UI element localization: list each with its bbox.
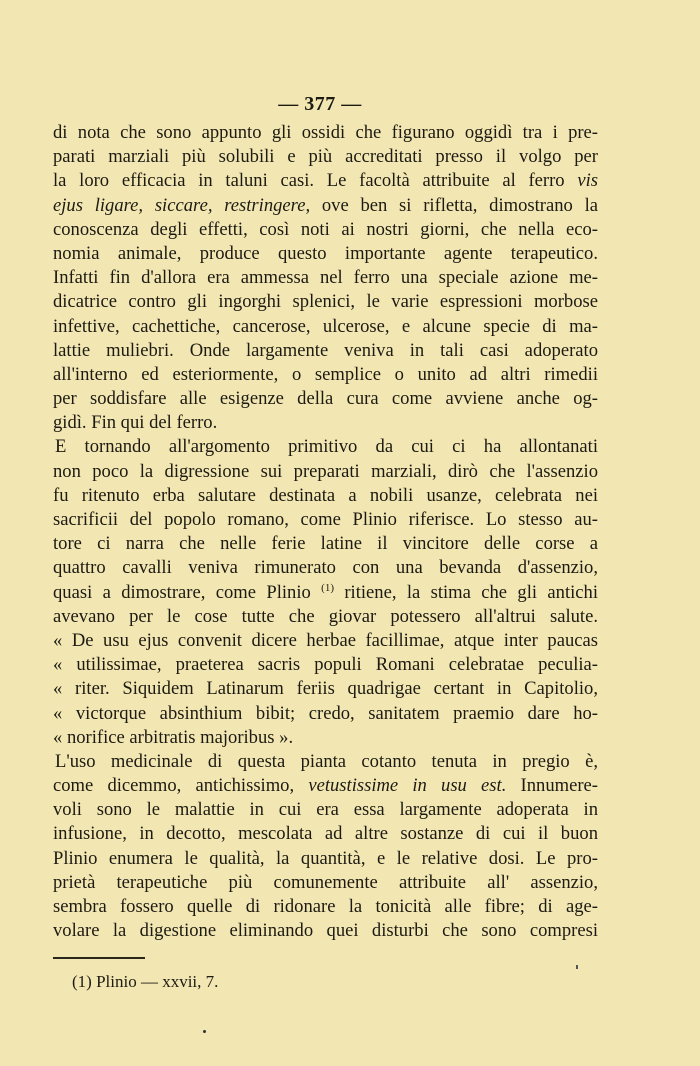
text-line bbox=[53, 484, 598, 508]
text-segment: quasi a dimostrare, come Plinio bbox=[53, 581, 322, 603]
italic-text: ejus ligare, siccare, restringere, bbox=[53, 194, 311, 216]
text-segment: sembra fossero quelle di ridonare la tonicità alle fibre; di age- bbox=[53, 896, 598, 917]
footnote-rule bbox=[53, 957, 145, 959]
text-line bbox=[53, 847, 598, 871]
text-line bbox=[53, 218, 598, 242]
text-line bbox=[53, 774, 598, 798]
text-line bbox=[53, 411, 598, 435]
footnote: (1) Plinio — xxvii, 7. bbox=[72, 972, 219, 991]
text-line bbox=[53, 242, 598, 266]
text-line bbox=[53, 460, 598, 484]
text-line bbox=[53, 702, 598, 726]
text-segment: dicatrice contro gli ingorghi splenici, le varie espressioni morbose bbox=[53, 291, 598, 313]
text-segment: all'interno ed esteriormente, o semplice o unito ad altri rimedii bbox=[53, 363, 598, 385]
rule-mark bbox=[576, 965, 578, 969]
text-line bbox=[53, 532, 598, 556]
text-line bbox=[53, 798, 598, 822]
text-segment: non poco la digressione sui preparati marziali, dirò che l'assenzio bbox=[53, 460, 598, 482]
text-segment: di nota che sono appunto gli ossidi che figurano oggidì tra i pre- bbox=[53, 122, 598, 143]
text-segment: nomia animale, produce questo importante agente terapeutico. bbox=[53, 242, 598, 264]
text-line bbox=[53, 315, 598, 339]
text-line bbox=[53, 266, 598, 290]
text-line bbox=[53, 653, 598, 677]
text-line bbox=[53, 581, 598, 605]
text-line bbox=[53, 919, 598, 943]
text-line bbox=[53, 726, 598, 750]
text-line bbox=[53, 750, 598, 774]
text-line bbox=[53, 387, 598, 411]
stray-dot bbox=[203, 1030, 206, 1033]
text-segment: parati marziali più solubili e più accreditati presso il volgo per bbox=[53, 146, 598, 168]
text-line bbox=[53, 895, 598, 919]
text-segment: quattro cavalli veniva rimunerato con una bevanda d'assenzio, bbox=[53, 557, 598, 579]
text-segment: ove ben si rifletta, dimostrano la bbox=[310, 194, 598, 216]
text-line bbox=[53, 363, 598, 387]
text-line bbox=[53, 121, 598, 145]
text-segment: volare la digestione eliminando quei disturbi che sono compresi bbox=[53, 920, 598, 942]
footnote-ref: (1) bbox=[321, 581, 334, 594]
text-segment: « victorque absinthium bibit; credo, sanitatem praemio dare ho- bbox=[53, 702, 598, 724]
text-segment: infusione, in decotto, mescolata ad altre sostanze di cui il buon bbox=[53, 823, 598, 845]
text-segment: infettive, cachettiche, cancerose, ulcerose, e alcune specie di ma- bbox=[53, 315, 598, 337]
text-line bbox=[53, 435, 598, 459]
text-segment: « De usu ejus convenit dicere herbae facillimae, atque inter paucas bbox=[53, 629, 598, 651]
text-line bbox=[53, 339, 598, 363]
text-line bbox=[53, 556, 598, 580]
italic-text: vetustissime in usu est. bbox=[308, 775, 507, 797]
text-segment: conoscenza degli effetti, così noti ai nostri giorni, che nella eco- bbox=[53, 218, 598, 240]
text-line bbox=[53, 169, 598, 193]
text-segment: sacrificii del popolo romano, come Plinio riferisce. Lo stesso au- bbox=[53, 509, 598, 530]
text-segment: « utilissimae, praeterea sacris populi Romani celebratae peculia- bbox=[53, 654, 598, 676]
text-segment: la loro efficacia in taluni casi. Le facoltà attribuite al ferro bbox=[53, 170, 578, 192]
text-segment: « norifice arbitratis majoribus ». bbox=[53, 726, 294, 748]
text-segment: voli sono le malattie in cui era essa largamente adoperata in bbox=[53, 799, 598, 821]
text-line bbox=[53, 145, 598, 169]
text-segment: ritiene, la stima che gli antichi bbox=[333, 581, 598, 603]
text-segment: L'uso medicinale di questa pianta cotanto tenuta in pregio è, bbox=[55, 750, 598, 772]
text-segment: Infatti fin d'allora era ammessa nel ferro una speciale azione me- bbox=[53, 267, 598, 289]
text-segment: come dicemmo, antichissimo, bbox=[53, 775, 309, 797]
page-number: — 377 — bbox=[278, 93, 362, 115]
text-segment: avevano per le cose tutte che giovar potessero all'altrui salute. bbox=[53, 605, 598, 627]
text-line bbox=[53, 290, 598, 314]
text-line bbox=[53, 508, 598, 532]
text-line bbox=[53, 629, 598, 653]
text-line bbox=[53, 677, 598, 701]
text-line bbox=[53, 871, 598, 895]
body-text bbox=[53, 121, 598, 943]
text-segment: prietà terapeutiche più comunemente attribuite all' assenzio, bbox=[53, 871, 598, 893]
text-segment: Innumere- bbox=[506, 775, 598, 797]
italic-text: vis bbox=[577, 170, 598, 192]
text-line bbox=[53, 822, 598, 846]
text-segment: gidì. Fin qui del ferro. bbox=[53, 412, 218, 434]
text-segment: lattie muliebri. Onde largamente veniva in tali casi adoperato bbox=[53, 339, 598, 361]
text-line bbox=[53, 605, 598, 629]
text-segment: E tornando all'argomento primitivo da cui ci ha allontanati bbox=[55, 436, 598, 458]
text-segment: fu ritenuto erba salutare destinata a nobili usanze, celebrata nei bbox=[53, 484, 598, 506]
text-line bbox=[53, 194, 598, 218]
text-segment: Plinio enumera le qualità, la quantità, e le relative dosi. Le pro- bbox=[53, 847, 598, 869]
text-segment: per soddisfare alle esigenze della cura come avviene anche og- bbox=[53, 388, 598, 410]
text-segment: « riter. Siquidem Latinarum feriis quadrigae certant in Capitolio, bbox=[53, 678, 598, 700]
text-segment: tore ci narra che nelle ferie latine il vincitore delle corse a bbox=[53, 533, 598, 555]
